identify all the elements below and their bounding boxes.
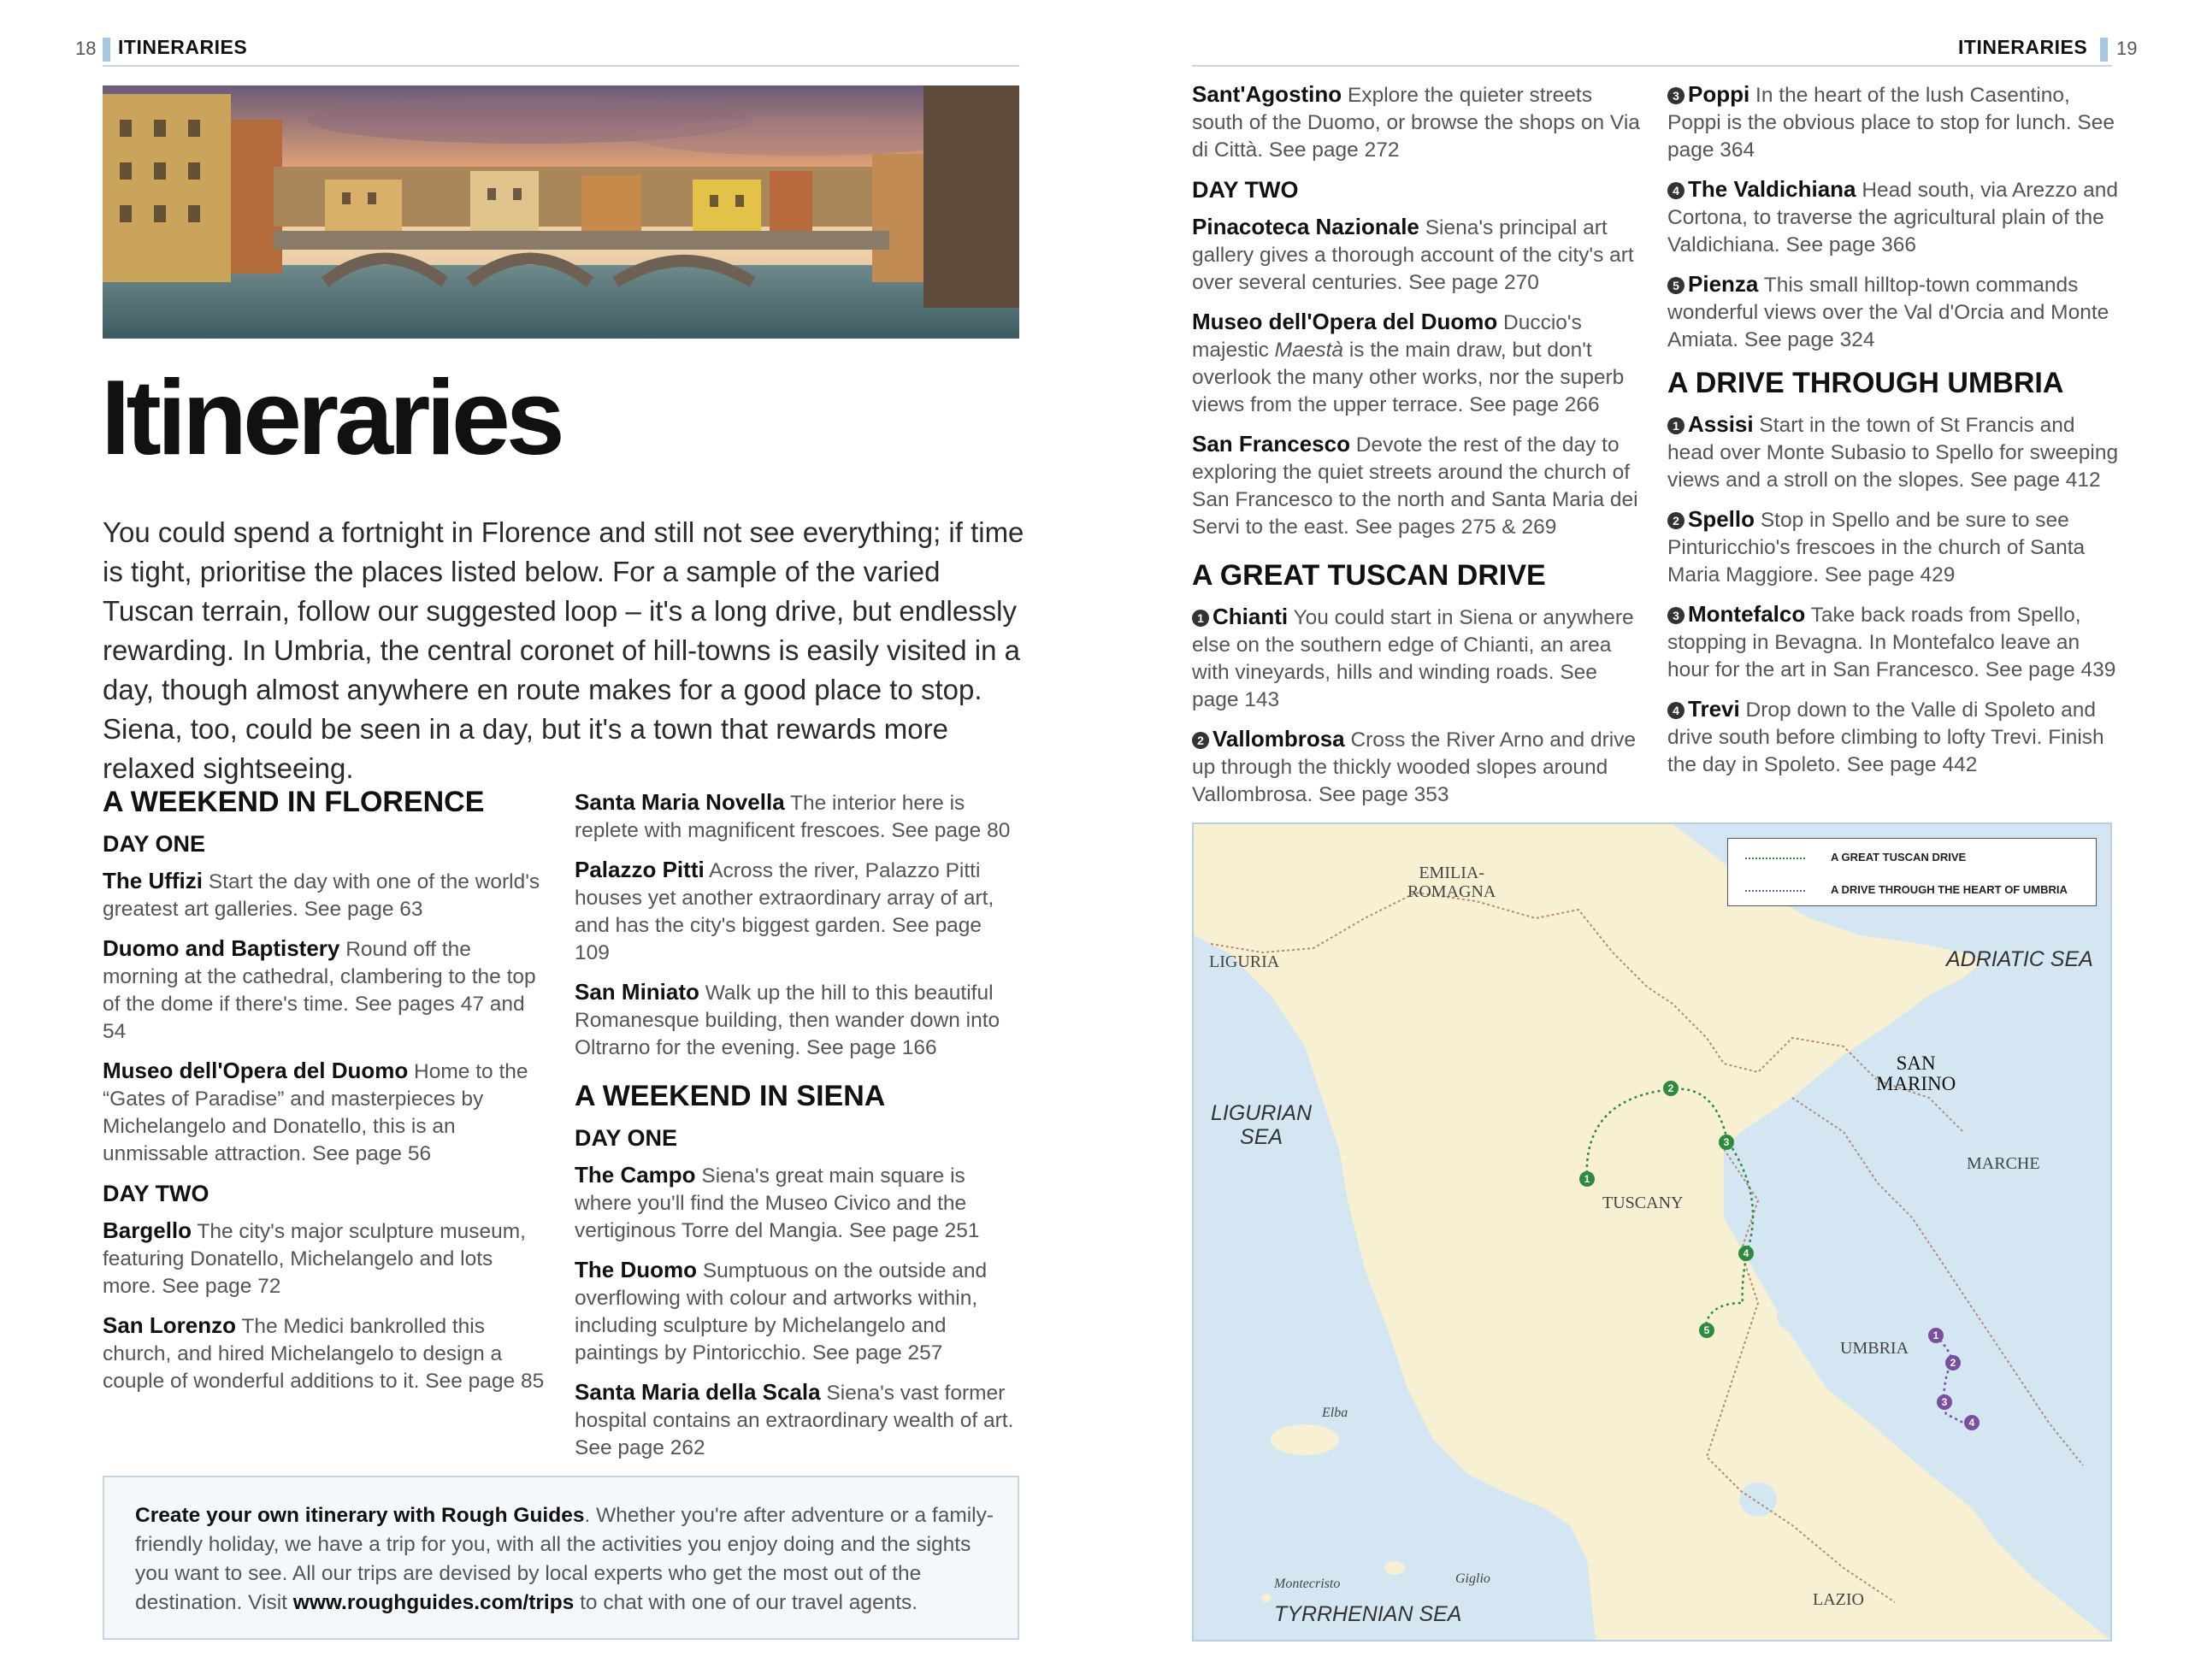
label-adriatic-sea: ADRIATIC SEA xyxy=(1946,947,2093,971)
itinerary-item xyxy=(1667,505,2121,589)
running-head: ITINERARIES xyxy=(1958,36,2088,58)
drives-column xyxy=(1667,80,2121,790)
item-text: Explore the quieter streets south of the Duomo, or browse the shops on Via di Città. See page 272 xyxy=(1192,84,1640,162)
label-tyrrhenian-sea: TYRRHENIAN SEA xyxy=(1274,1602,1462,1626)
montecristo-island xyxy=(1261,1594,1272,1602)
legend-tuscan-line xyxy=(1745,858,1805,859)
item-text: Head south, via Arezzo and Cortona, to traverse the agricultural plain of the Valdichiana. See page 366 xyxy=(1667,179,2118,256)
umbria-stops xyxy=(1928,1328,1980,1430)
label-san-marino: SAN MARINO xyxy=(1876,1052,1956,1094)
item-name: San Francesco xyxy=(1192,431,1350,457)
intro-paragraph: You could spend a fortnight in Florence and still not see everything; if time is tight, prioritise the places listed below. For a sample of the varied Tuscan terrain, follow our suggested loop – it's a long drive, but endlessly rewarding. In Umbria, the central coronet of hill-towns is easily visited in a day, though almost anywhere en route makes for a good place to stop. Siena, too, could be seen in a day, but it's a town that rewards more relaxed sightseeing. xyxy=(103,516,1024,784)
stop-number-icon: 2 xyxy=(1192,732,1209,749)
item-text: Walk up the hill to this beautiful Romanesque building, then wander down into Oltrarno for the evening. See page 166 xyxy=(575,981,1000,1059)
itinerary-item xyxy=(103,867,547,923)
item-name: The Valdichiana xyxy=(1688,176,1856,202)
item-text: Start in the town of St Francis and head over Monte Subasio to Spello for sweeping views and a stroll on the slopes. See page 412 xyxy=(1667,414,2119,492)
header-rule xyxy=(103,65,1019,67)
umbria-drive-route xyxy=(1936,1335,1972,1427)
svg-text:2: 2 xyxy=(1950,1357,1956,1369)
item-text: Cross the River Arno and drive up through the thickly wooded slopes around Vallombrosa. See page 353 xyxy=(1192,728,1637,806)
item-name: The Duomo xyxy=(575,1257,697,1282)
item-name: Santa Maria della Scala xyxy=(575,1379,821,1405)
svg-text:3: 3 xyxy=(1723,1136,1730,1148)
itinerary-item xyxy=(575,788,1019,845)
item-name: Bargello xyxy=(103,1217,192,1243)
legend-tuscan-label: A GREAT TUSCAN DRIVE xyxy=(1831,851,1967,864)
item-text: Siena's great main square is where you'll find the Museo Civico and the vertiginous Torre del Mangia. See page 251 xyxy=(575,1164,980,1242)
label-lazio: LAZIO xyxy=(1813,1590,1864,1609)
item-text: Sumptuous on the outside and overflowing with colour and artworks within, including sculpture by Michelangelo and paintings by Pintoricchio. See page 257 xyxy=(575,1259,988,1365)
itinerary-item xyxy=(1667,175,2121,259)
svg-text:2: 2 xyxy=(1667,1082,1674,1094)
itinerary-item xyxy=(1192,213,1642,297)
page-number: 19 xyxy=(2116,38,2138,59)
itinerary-item xyxy=(1667,600,2121,684)
section-heading: A GREAT TUSCAN DRIVE xyxy=(1192,559,1546,592)
legend-umbria-line xyxy=(1745,890,1805,892)
label-ligurian-sea: LIGURIAN SEA xyxy=(1211,1101,1313,1149)
itinerary-item xyxy=(1192,725,1642,809)
promo-tail: to chat with one of our travel agents. xyxy=(574,1591,918,1614)
section-heading: A WEEKEND IN FLORENCE xyxy=(103,786,485,818)
itinerary-item xyxy=(575,1378,1019,1462)
stop-number-icon: 4 xyxy=(1667,702,1685,719)
item-text: Across the river, Palazzo Pitti houses yet another extraordinary array of art, and has the city's biggest garden. See page 109 xyxy=(575,859,994,964)
florence-column xyxy=(103,785,547,1406)
item-name: San Lorenzo xyxy=(103,1312,237,1338)
item-emphasis: Maestà xyxy=(1274,339,1344,362)
day-heading: DAY ONE xyxy=(103,831,206,857)
running-head: ITINERARIES xyxy=(118,36,248,58)
item-name: Duomo and Baptistery xyxy=(103,935,340,961)
label-marche: MARCHE xyxy=(1967,1154,2040,1173)
stop-number-icon: 5 xyxy=(1667,277,1685,294)
itinerary-item xyxy=(1192,80,1642,164)
day-heading: DAY TWO xyxy=(1192,177,1299,203)
map-legend xyxy=(1727,838,2097,906)
svg-text:4: 4 xyxy=(1743,1247,1749,1259)
item-name: Trevi xyxy=(1688,696,1740,722)
lake-trasimeno xyxy=(1777,1297,1825,1335)
promo-link[interactable]: www.roughguides.com/trips xyxy=(292,1591,575,1614)
label-tuscany: TUSCANY xyxy=(1602,1194,1684,1212)
item-name: Museo dell'Opera del Duomo xyxy=(103,1058,409,1083)
header-rule xyxy=(1192,65,2112,67)
itinerary-item xyxy=(1192,603,1642,714)
ponte-vecchio-photo xyxy=(103,85,1019,339)
stop-number-icon: 3 xyxy=(1667,607,1685,624)
promo-text xyxy=(135,1501,999,1618)
itinerary-item xyxy=(1667,80,2121,164)
itinerary-item xyxy=(1667,695,2121,779)
itinerary-item xyxy=(103,1057,547,1168)
item-name: Assisi xyxy=(1688,411,1754,437)
item-text: In the heart of the lush Casentino, Poppi is the obvious place to stop for lunch. See page 364 xyxy=(1667,84,2115,162)
stop-number-icon: 3 xyxy=(1667,87,1685,104)
stop-number-icon: 1 xyxy=(1192,610,1209,627)
florence-siena-column xyxy=(575,788,1019,1473)
itinerary-item xyxy=(1192,430,1642,541)
legend-tuscan-row xyxy=(1745,851,1966,864)
giglio-island xyxy=(1384,1561,1405,1575)
section-heading: A DRIVE THROUGH UMBRIA xyxy=(1667,367,2064,399)
item-name: The Uffizi xyxy=(103,868,203,893)
item-text: Devote the rest of the day to exploring the quiet streets around the church of San Francesco to the north and Santa Maria dei Servi to the east. See pages 275 & 269 xyxy=(1192,433,1638,539)
item-name: Chianti xyxy=(1213,604,1289,629)
item-text: Round off the morning at the cathedral, clambering to the top of the dome if there's time. See pages 47 and 54 xyxy=(103,938,536,1043)
item-text: is the main draw, but don't overlook the many other works, nor the superb views from the upper terrace. See page 266 xyxy=(1192,339,1625,416)
item-name: Palazzo Pitti xyxy=(575,857,705,882)
label-montecristo: Montecristo xyxy=(1274,1577,1341,1591)
svg-text:3: 3 xyxy=(1941,1396,1948,1408)
stop-number-icon: 1 xyxy=(1667,417,1685,434)
itinerary-item xyxy=(1192,308,1642,419)
item-text: The city's major sculpture museum, featuring Donatello, Michelangelo and lots more. See page 72 xyxy=(103,1220,526,1298)
item-name: The Campo xyxy=(575,1162,696,1188)
svg-text:4: 4 xyxy=(1968,1417,1975,1429)
item-name: San Miniato xyxy=(575,979,699,1005)
section-heading: A WEEKEND IN SIENA xyxy=(575,1080,886,1112)
svg-text:1: 1 xyxy=(1584,1173,1590,1185)
itinerary-item xyxy=(103,1312,547,1395)
legend-umbria-row xyxy=(1745,883,2068,896)
promo-body: . Whether you're after adventure or a family-friendly holiday, we have a trip for you, with all the activities you enjoy doing and the sights you want to see. All our trips are devised by local experts who get the most out of the destination. Visit xyxy=(135,1504,994,1614)
item-text: The Medici bankrolled this church, and hired Michelangelo to design a couple of wonderful additions to it. See page 85 xyxy=(103,1315,545,1393)
item-text: The interior here is replete with magnificent frescoes. See page 80 xyxy=(575,792,1011,842)
running-head-bar xyxy=(2100,38,2108,62)
item-text: This small hilltop-town commands wonderful views over the Val d'Orcia and Monte Amiata. See page 324 xyxy=(1667,274,2109,351)
stop-number-icon: 4 xyxy=(1667,182,1685,199)
item-text: Stop in Spello and be sure to see Pinturicchio's frescoes in the church of Santa Maria Maggiore. See page 429 xyxy=(1667,509,2086,587)
svg-text:1: 1 xyxy=(1932,1329,1939,1341)
item-name: Museo dell'Opera del Duomo xyxy=(1192,309,1498,334)
item-text: Home to the “Gates of Paradise” and masterpieces by Michelangelo and Donatello, this is an unmissable attraction. See page 56 xyxy=(103,1060,528,1165)
item-name: Pinacoteca Nazionale xyxy=(1192,214,1419,239)
rough-guides-promo-box xyxy=(103,1476,1019,1640)
day-heading: DAY TWO xyxy=(103,1181,209,1206)
item-name: Sant'Agostino xyxy=(1192,81,1342,107)
itinerary-item xyxy=(1667,410,2121,494)
item-name: Poppi xyxy=(1688,81,1750,107)
itinerary-item xyxy=(103,934,547,1046)
siena-drive-column xyxy=(1192,80,1642,820)
itinerary-map xyxy=(1192,822,2112,1642)
itinerary-item xyxy=(575,1161,1019,1245)
svg-text:5: 5 xyxy=(1703,1324,1710,1336)
item-text: Drop down to the Valle di Spoleto and drive south before climbing to lofty Trevi. Finish the day in Spoleto. See page 442 xyxy=(1667,699,2104,776)
label-liguria: LIGURIA xyxy=(1209,952,1280,971)
stop-number-icon: 2 xyxy=(1667,512,1685,529)
label-giglio: Giglio xyxy=(1455,1571,1490,1586)
item-text: Duccio's majestic xyxy=(1192,311,1582,362)
itinerary-item xyxy=(575,856,1019,967)
running-head-bar xyxy=(103,38,110,62)
itinerary-item xyxy=(575,1256,1019,1367)
itinerary-item xyxy=(1667,270,2121,354)
label-elba: Elba xyxy=(1322,1406,1348,1420)
itinerary-item xyxy=(575,978,1019,1062)
item-name: Santa Maria Novella xyxy=(575,789,785,815)
elba-island xyxy=(1271,1424,1339,1455)
legend-umbria-label: A DRIVE THROUGH THE HEART OF UMBRIA xyxy=(1831,883,2068,896)
item-name: Spello xyxy=(1688,506,1755,532)
item-name: Pienza xyxy=(1688,271,1759,297)
label-umbria: UMBRIA xyxy=(1840,1339,1909,1358)
page-number: 18 xyxy=(75,38,97,59)
left-page xyxy=(0,0,1094,1680)
item-text: Siena's vast former hospital contains an extraordinary wealth of art. See page 262 xyxy=(575,1382,1014,1459)
item-text: You could start in Siena or anywhere else on the southern edge of Chianti, an area with vineyards, hills and winding roads. See page 143 xyxy=(1192,606,1634,711)
day-heading: DAY ONE xyxy=(575,1125,678,1151)
itinerary-item xyxy=(103,1217,547,1300)
item-name: Montefalco xyxy=(1688,601,1806,627)
item-name: Vallombrosa xyxy=(1213,726,1345,752)
item-text: Take back roads from Spello, stopping in Bevagna. In Montefalco leave an hour for the art in San Francesco. See page 439 xyxy=(1667,604,2116,681)
label-emilia-romagna: EMILIA- ROMAGNA xyxy=(1407,864,1496,901)
item-text: Siena's principal art gallery gives a thorough account of the city's art over several centuries. See page 270 xyxy=(1192,216,1634,294)
promo-bold: Create your own itinerary with Rough Guides xyxy=(135,1504,585,1527)
page-title: Itineraries xyxy=(101,359,561,477)
item-text: Start the day with one of the world's greatest art galleries. See page 63 xyxy=(103,870,540,921)
